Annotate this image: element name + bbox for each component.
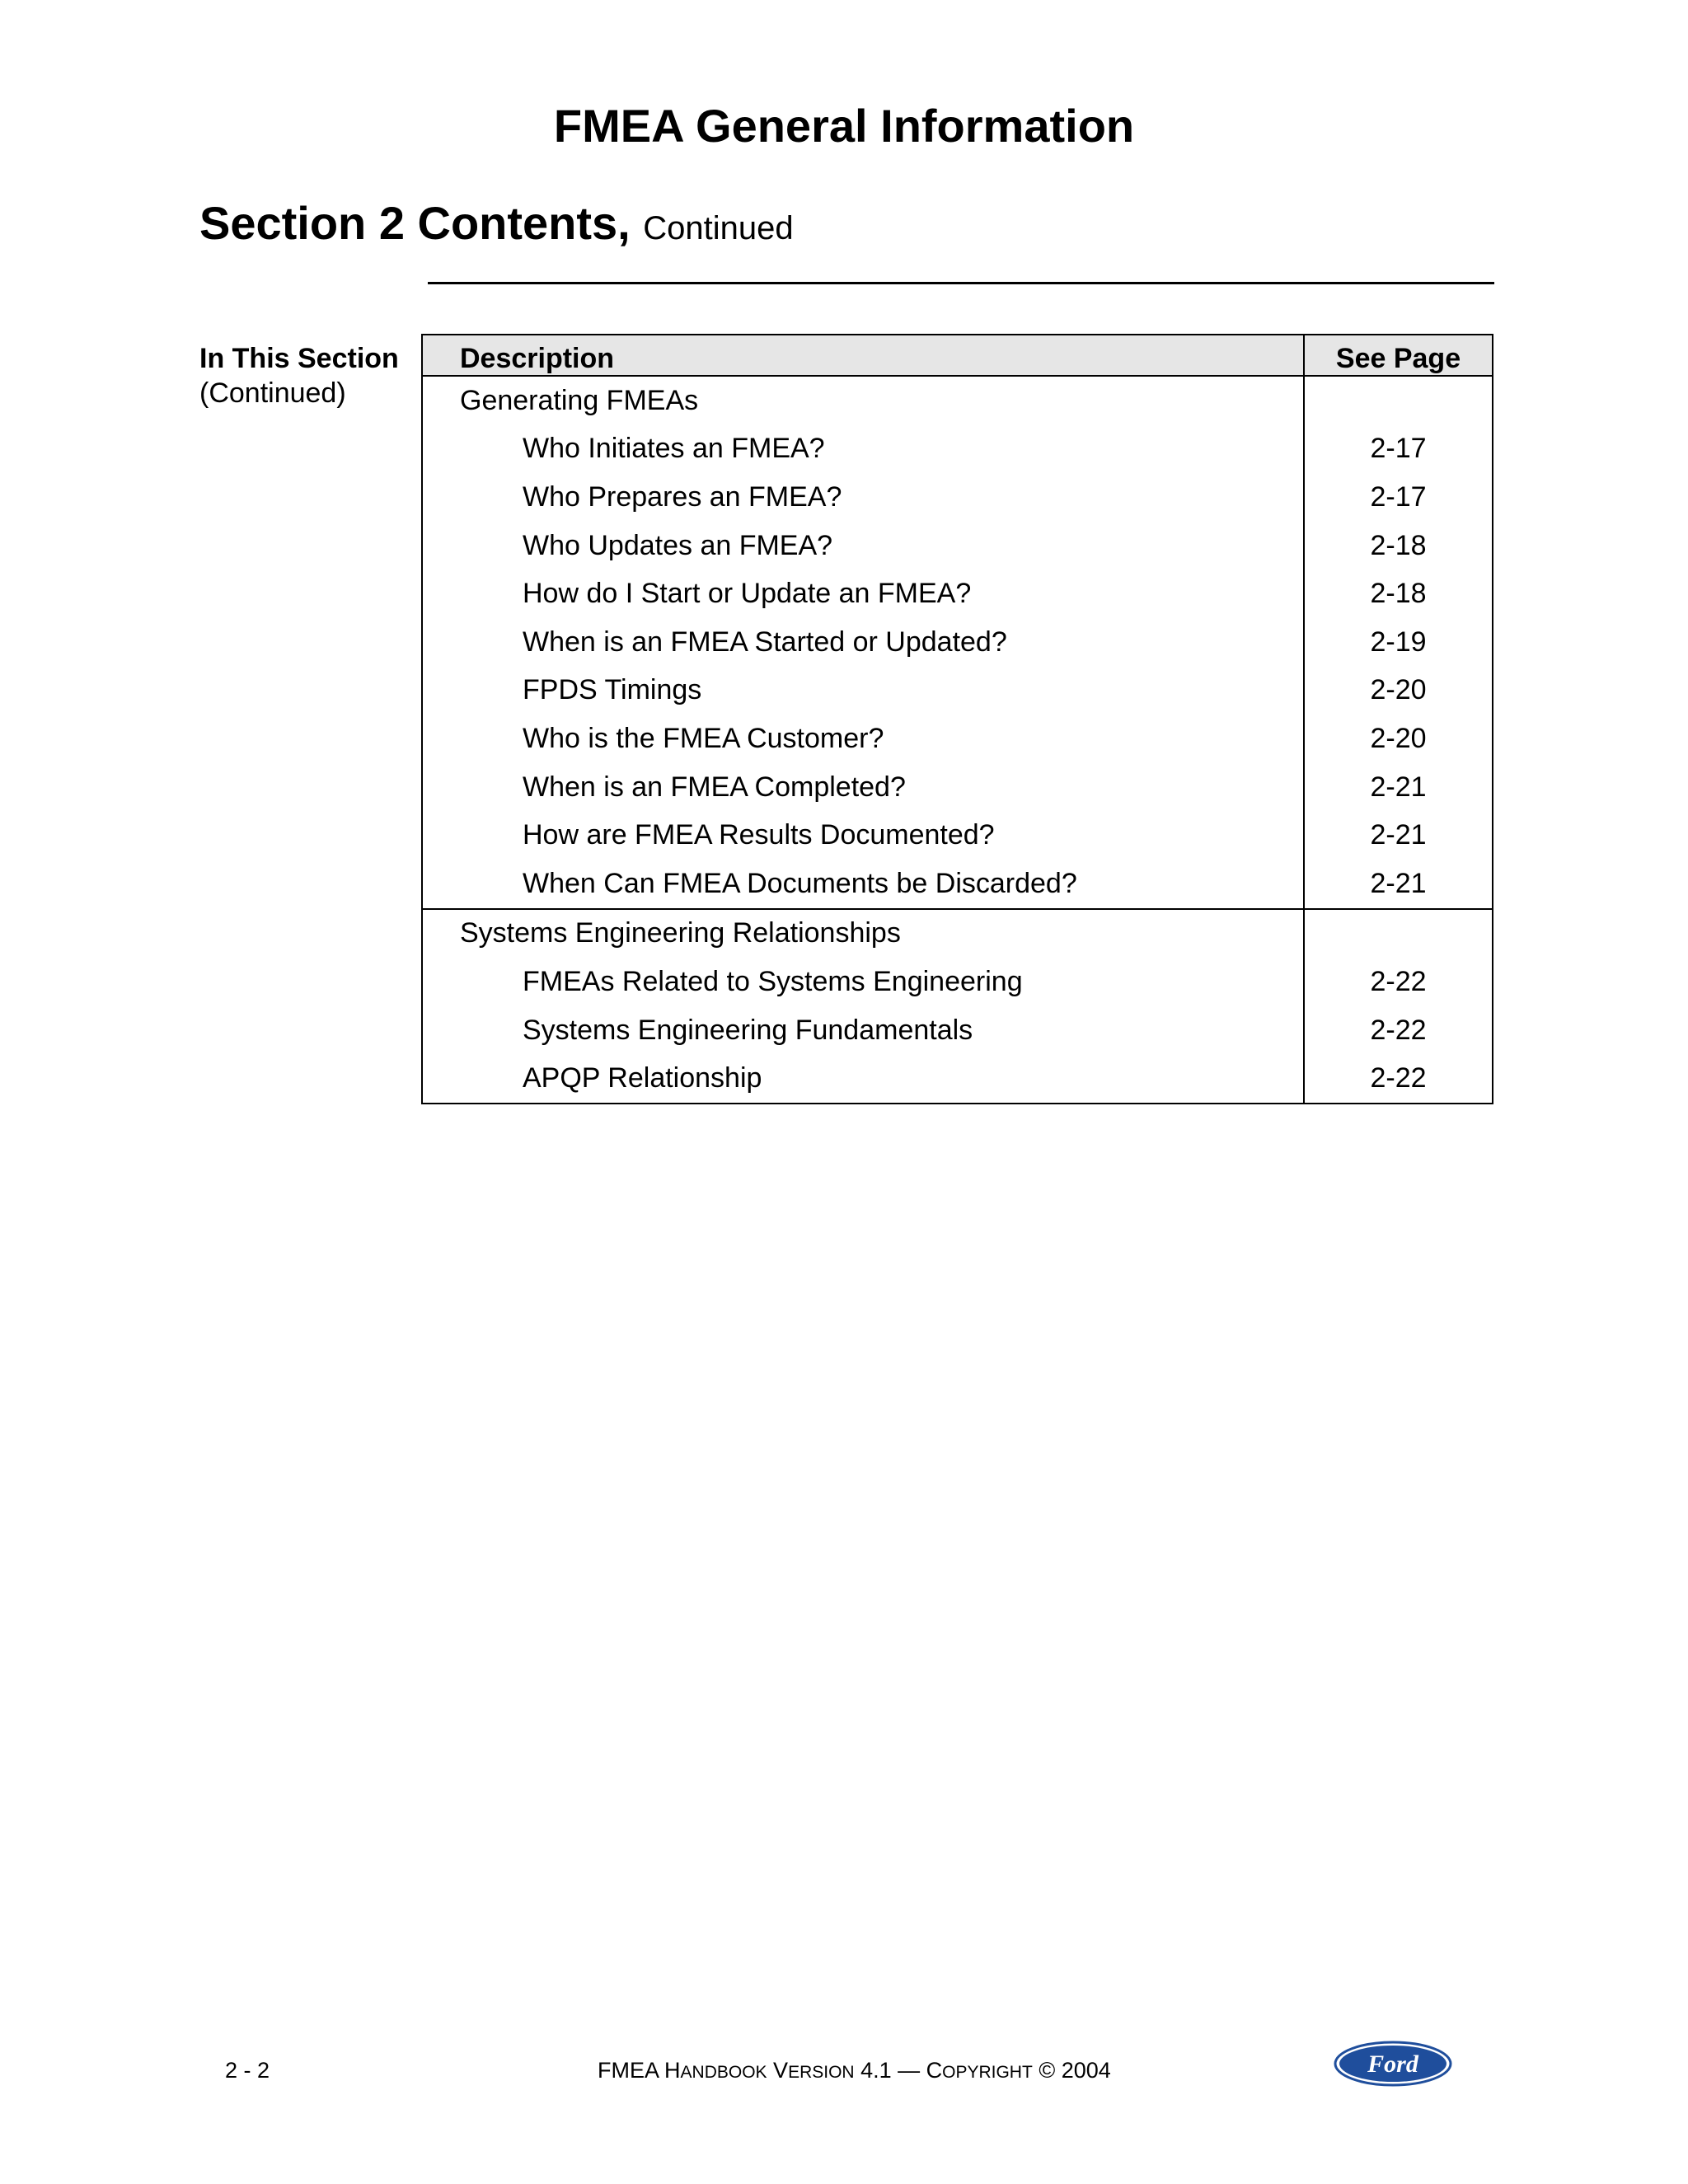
entry-description: Who Prepares an FMEA? [422, 473, 1304, 522]
table-row [422, 522, 1493, 570]
entry-page: 2-22 [1304, 958, 1493, 1006]
section-continued: Continued [643, 210, 794, 246]
table-row [422, 667, 1493, 715]
entry-page: 2-20 [1304, 667, 1493, 715]
side-label-subtitle: (Continued) [199, 377, 346, 409]
section-title [199, 196, 794, 250]
group-title: Systems Engineering Relationships [422, 909, 1304, 958]
table-row [422, 1006, 1493, 1055]
group-row [422, 909, 1493, 958]
group-title: Generating FMEAs [422, 376, 1304, 425]
table-row [422, 715, 1493, 763]
footer-text-part: 4.1 — C [854, 2058, 943, 2083]
table-row [422, 860, 1493, 909]
entry-description: Who is the FMEA Customer? [422, 715, 1304, 763]
entry-page: 2-18 [1304, 569, 1493, 618]
table-row [422, 473, 1493, 522]
entry-page: 2-21 [1304, 811, 1493, 860]
table-row [422, 811, 1493, 860]
entry-page: 2-17 [1304, 473, 1493, 522]
entry-page: 2-20 [1304, 715, 1493, 763]
footer-page-number: 2 - 2 [225, 2058, 270, 2083]
entry-description: APQP Relationship [422, 1054, 1304, 1104]
footer-text-part: ANDBOOK [680, 2063, 767, 2082]
table-row [422, 763, 1493, 812]
page-title: FMEA General Information [553, 100, 1135, 152]
entry-description: How do I Start or Update an FMEA? [422, 569, 1304, 618]
entry-page: 2-21 [1304, 763, 1493, 812]
contents-table [421, 334, 1493, 1104]
entry-page: 2-17 [1304, 425, 1493, 474]
see-page-header: See Page [1304, 335, 1493, 376]
entry-page: 2-19 [1304, 618, 1493, 667]
contents-table-body [422, 376, 1493, 1104]
entry-description: FPDS Timings [422, 667, 1304, 715]
entry-page: 2-22 [1304, 1054, 1493, 1104]
ford-logo [1334, 2041, 1452, 2087]
group-page-cell [1304, 909, 1493, 958]
ford-logo-text: Ford [1367, 2050, 1418, 2078]
entry-description: Who Updates an FMEA? [422, 522, 1304, 570]
entry-description: Systems Engineering Fundamentals [422, 1006, 1304, 1055]
entry-description: When is an FMEA Completed? [422, 763, 1304, 812]
group-row [422, 376, 1493, 425]
footer-text-part: © 2004 [1032, 2058, 1111, 2083]
table-row [422, 569, 1493, 618]
group-page-cell [1304, 376, 1493, 425]
table-row [422, 958, 1493, 1006]
entry-description: How are FMEA Results Documented? [422, 811, 1304, 860]
side-label-title: In This Section [199, 343, 399, 374]
entry-page: 2-22 [1304, 1006, 1493, 1055]
entry-description: Who Initiates an FMEA? [422, 425, 1304, 474]
entry-description: When is an FMEA Started or Updated? [422, 618, 1304, 667]
entry-description: FMEAs Related to Systems Engineering [422, 958, 1304, 1006]
footer-text-part: OPYRIGHT [942, 2063, 1033, 2082]
entry-description: When Can FMEA Documents be Discarded? [422, 860, 1304, 909]
footer-text-part: V [767, 2058, 789, 2083]
table-row [422, 618, 1493, 667]
description-header: Description [422, 335, 1304, 376]
footer-copyright [598, 2058, 1111, 2083]
footer-text-part: FMEA H [598, 2058, 681, 2083]
entry-page: 2-21 [1304, 860, 1493, 909]
footer-text-part: ERSION [788, 2063, 855, 2082]
entry-page: 2-18 [1304, 522, 1493, 570]
in-this-section-label [199, 341, 399, 410]
section-divider [428, 282, 1494, 284]
table-header-row [422, 335, 1493, 376]
section-title-text: Section 2 Contents, [199, 197, 631, 249]
table-row [422, 425, 1493, 474]
table-row [422, 1054, 1493, 1104]
